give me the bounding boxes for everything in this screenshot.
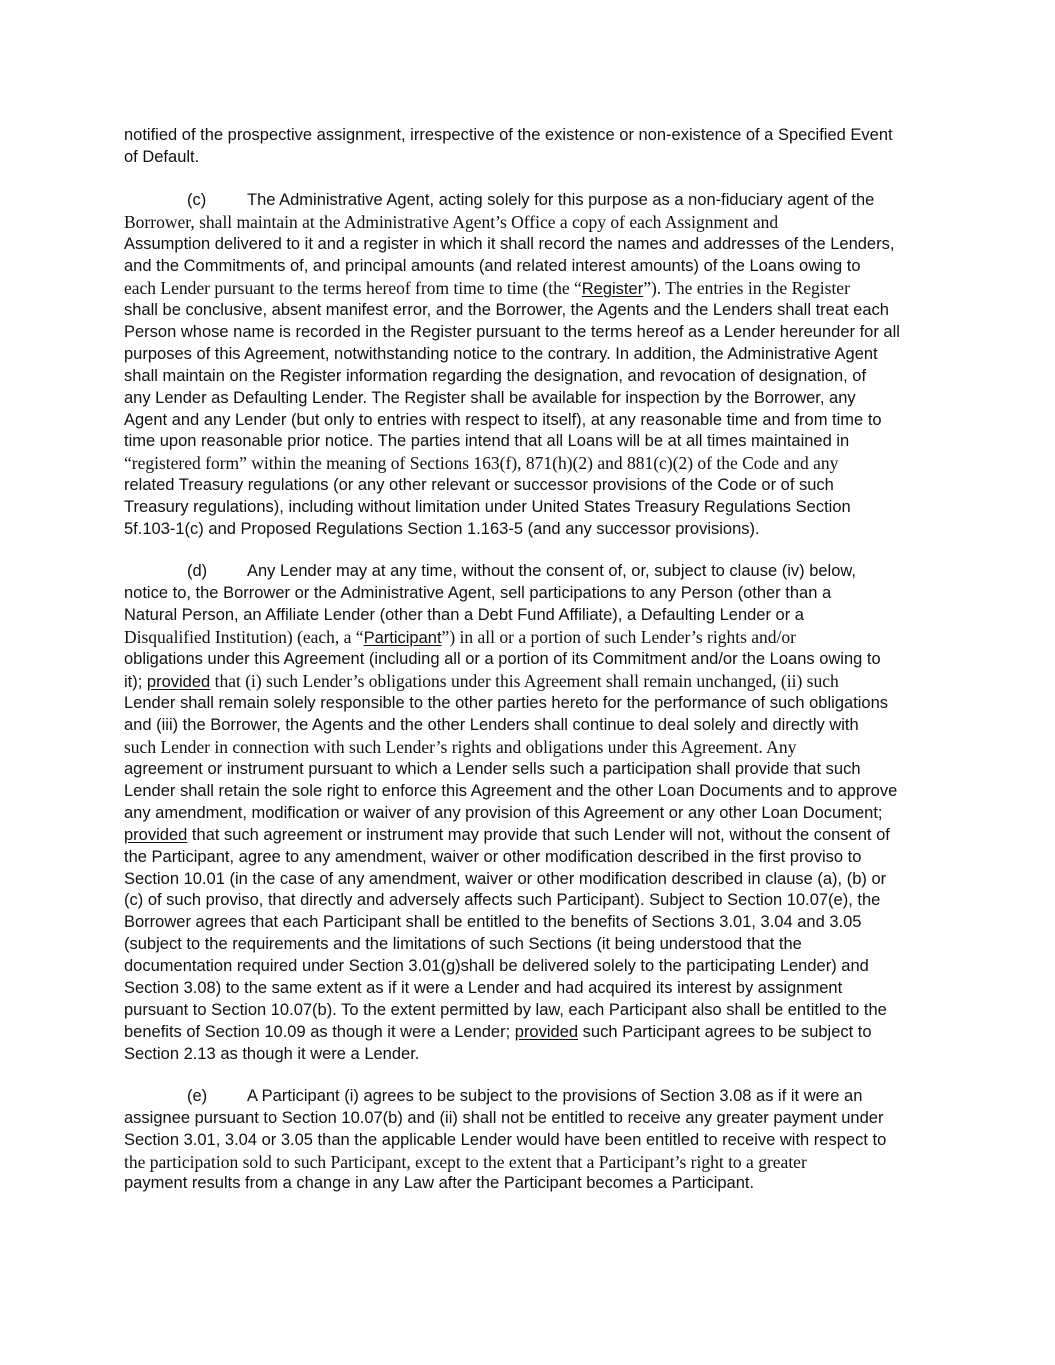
text-line: obligations under this Agreement (including all or a portion of its Commitment and/or the Loans owing to <box>124 650 881 668</box>
defined-term-register: Register <box>581 280 644 298</box>
clause-label: (d) <box>187 562 208 580</box>
text-line: the participation sold to such Participant, except to the extent that a Participant’s right to a greater <box>124 1152 807 1172</box>
paragraph-c-first-line <box>187 189 874 211</box>
text-line: Section 3.08) to the same extent as if it were a Lender and had acquired its interest by assignment <box>124 979 843 997</box>
text-span: Any Lender may at any time, without the consent of, or, subject to clause (iv) below, <box>247 562 856 580</box>
text-line: Borrower, shall maintain at the Administrative Agent’s Office a copy of each Assignment and <box>124 212 779 232</box>
text-line <box>124 824 890 846</box>
text-line <box>124 1021 872 1043</box>
text-line: Borrower agrees that each Participant shall be entitled to the benefits of Sections 3.01, 3.04 and 3.05 <box>124 913 862 931</box>
text-line: Person whose name is recorded in the Register pursuant to the terms hereof as a Lender hereunder for all <box>124 323 900 341</box>
provided-term: provided <box>124 826 188 844</box>
clause-label: (e) <box>187 1087 208 1105</box>
text-line: shall maintain on the Register information regarding the designation, and revocation of designation, of <box>124 367 867 385</box>
text-line: Section 3.01, 3.04 or 3.05 than the applicable Lender would have been entitled to receive with respect to <box>124 1131 887 1149</box>
text-line: agreement or instrument pursuant to which a Lender sells such a participation shall provide that such <box>124 760 861 778</box>
text-span: that such agreement or instrument may provide that such Lender will not, without the consent of <box>187 826 890 844</box>
text-line: Treasury regulations), including without limitation under United States Treasury Regulations Section <box>124 498 851 516</box>
text-span: such Participant agrees to be subject to <box>578 1023 872 1041</box>
text-line <box>124 626 796 648</box>
text-line: the Participant, agree to any amendment, waiver or other modification described in the first proviso to <box>124 848 862 866</box>
text-span: The Administrative Agent, acting solely for this purpose as a non-fiduciary agent of the <box>247 191 875 209</box>
text-line <box>124 670 839 692</box>
text-span: benefits of Section 10.09 as though it were a Lender; <box>124 1023 515 1041</box>
text-line: Section 2.13 as though it were a Lender. <box>124 1045 420 1063</box>
text-line: time upon reasonable prior notice. The parties intend that all Loans will be at all times maintained in <box>124 432 850 450</box>
text-line: any Lender as Defaulting Lender. The Register shall be available for inspection by the Borrower, any <box>124 389 856 407</box>
text-line: Lender shall retain the sole right to enforce this Agreement and the other Loan Documents and to approve <box>124 782 898 800</box>
text-span: each Lender pursuant to the terms hereof from time to time (the “ <box>124 278 582 298</box>
text-line: such Lender in connection with such Lender’s rights and obligations under this Agreement. Any <box>124 737 797 757</box>
text-line: documentation required under Section 3.01(g)shall be delivered solely to the participating Lender) and <box>124 957 869 975</box>
provided-term: provided <box>514 1023 579 1041</box>
text-line: any amendment, modification or waiver of any provision of this Agreement or any other Loan Document; <box>124 804 883 822</box>
text-span: it); <box>124 673 147 691</box>
paragraph-e-first-line <box>187 1085 862 1107</box>
text-line: Assumption delivered to it and a register in which it shall record the names and addresses of the Lenders, <box>124 235 895 253</box>
text-line: purposes of this Agreement, notwithstanding notice to the contrary. In addition, the Administrative Agent <box>124 345 878 363</box>
text-line: notified of the prospective assignment, irrespective of the existence or non-existence of a Specified Event <box>124 126 893 144</box>
text-line: and the Commitments of, and principal amounts (and related interest amounts) of the Loans owing to <box>124 257 861 275</box>
text-line: notice to, the Borrower or the Administrative Agent, sell participations to any Person (other than a <box>124 584 832 602</box>
text-line: (c) of such proviso, that directly and adversely affects such Participant). Subject to Section 10.07(e), the <box>124 891 881 909</box>
text-line: Agent and any Lender (but only to entries with respect to itself), at any reasonable time and from time to <box>124 411 882 429</box>
text-span: that (i) such Lender’s obligations under this Agreement shall remain unchanged, (ii) such <box>210 671 839 691</box>
text-line: Section 10.01 (in the case of any amendment, waiver or other modification described in clause (a), (b) or <box>124 870 887 888</box>
text-line: of Default. <box>124 148 200 166</box>
text-line: assignee pursuant to Section 10.07(b) and (ii) shall not be entitled to receive any greater payment under <box>124 1109 884 1127</box>
text-line: related Treasury regulations (or any other relevant or successor provisions of the Code or of such <box>124 476 834 494</box>
text-span: ”). The entries in the Register <box>643 278 850 298</box>
text-line: and (iii) the Borrower, the Agents and the other Lenders shall continue to deal solely and directly with <box>124 716 859 734</box>
text-line: payment results from a change in any Law after the Participant becomes a Participant. <box>124 1174 755 1192</box>
text-line: pursuant to Section 10.07(b). To the extent permitted by law, each Participant also shall be entitled to the <box>124 1001 887 1019</box>
text-span: A Participant (i) agrees to be subject to the provisions of Section 3.08 as if it were an <box>247 1087 863 1105</box>
text-line <box>124 277 850 299</box>
defined-term-participant: Participant <box>363 629 442 647</box>
text-span: ”) in all or a portion of such Lender’s rights and/or <box>441 627 796 647</box>
provided-term: provided <box>146 673 211 691</box>
text-line: 5f.103-1(c) and Proposed Regulations Section 1.163-5 (and any successor provisions). <box>124 520 760 538</box>
text-line: (subject to the requirements and the limitations of such Sections (it being understood that the <box>124 935 802 953</box>
text-line: shall be conclusive, absent manifest error, and the Borrower, the Agents and the Lenders shall treat each <box>124 301 889 319</box>
clause-label: (c) <box>187 191 207 209</box>
text-line: Natural Person, an Affiliate Lender (other than a Debt Fund Affiliate), a Defaulting Lender or a <box>124 606 804 624</box>
text-line: “registered form” within the meaning of Sections 163(f), 871(h)(2) and 881(c)(2) of the Code and any <box>124 453 839 473</box>
paragraph-d-first-line <box>187 560 856 582</box>
text-span: Disqualified Institution) (each, a “ <box>124 627 364 647</box>
text-line: Lender shall remain solely responsible to the other parties hereto for the performance of such obligations <box>124 694 889 712</box>
